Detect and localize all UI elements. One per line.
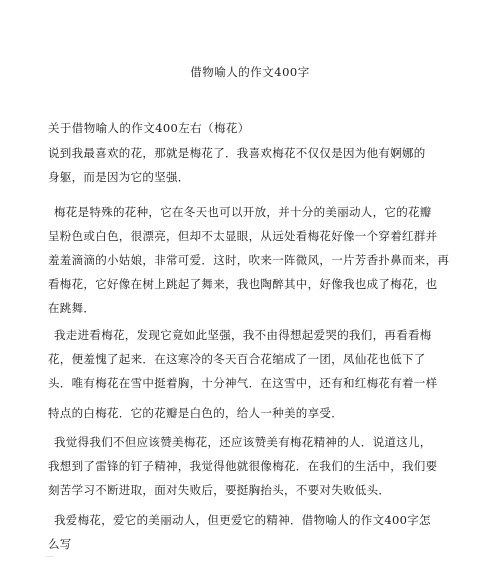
paragraph-5-line-1: 我爱梅花，爱它的美丽动人，但更爱它的精神．借物喻人的作文400字怎 [54,513,431,527]
paragraph-4-line-3: 刻苦学习不断进取，面对失败后，要挺胸抬头，不要对失败低头． [48,483,391,497]
paragraph-2-line-5: 在跳舞． [48,301,96,315]
paragraph-3-line-4: 特点的白梅花．它的花瓣是白色的，给人一种美的享受． [48,406,343,420]
paragraph-4-line-1: 我觉得我们不但应该赞美梅花，还应该赞美有梅花精神的人．说道这儿， [54,435,432,449]
paragraph-2-line-1: 梅花是特殊的花种，它在冬天也可以开放，并十分的美丽动人，它的花瓣 [54,205,432,219]
paragraph-2-line-4: 看梅花，它好像在树上跳起了舞来，我也陶醉其中，好像我也成了梅花，也 [48,277,438,291]
paragraph-3-line-2: 花，便羞愧了起来．在这寒冷的冬天百合花缩成了一团，凤仙花也低下了 [48,352,426,366]
page-edge-divider [46,556,54,563]
paragraph-2-line-2: 呈粉色或白色，很漂亮，但却不太显眼，从远处看梅花好像一个穿着红群并 [48,229,438,243]
paragraph-3-line-3: 头．唯有梅花在雪中挺着胸，十分神气．在这雪中，还有和红梅花有着一样 [48,376,438,390]
document-title: 借物喻人的作文400字 [190,65,310,79]
paragraph-2-line-3: 羞羞滴滴的小姑娘，非常可爱．这时，吹来一阵微风，一片芳香扑鼻而来，再 [48,253,450,267]
section-heading: 关于借物喻人的作文400左右（梅花） [48,121,250,135]
paragraph-3-line-1: 我走进看梅花，发现它竟如此坚强，我不由得想起爱哭的我们，再看看梅 [54,328,432,342]
paragraph-4-line-2: 我想到了雷锋的钉子精神，我觉得他就很像梅花．在我们的生活中，我们要 [48,459,438,473]
paragraph-1-line-1: 说到我最喜欢的花，那就是梅花了．我喜欢梅花不仅仅是因为他有婀娜的 [48,146,426,160]
paragraph-5-line-2: 么写 [48,537,72,551]
paragraph-1-line-2: 身躯，而是因为它的坚强． [48,170,190,184]
